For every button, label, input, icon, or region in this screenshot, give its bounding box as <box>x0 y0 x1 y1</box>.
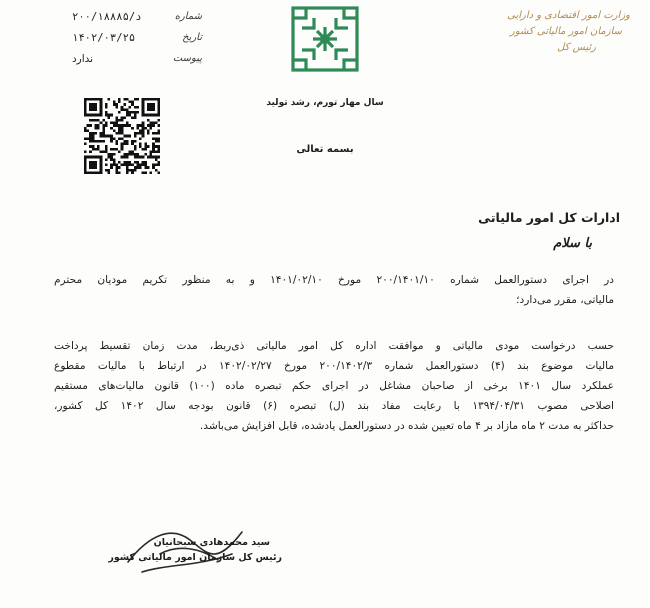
ministry-line-3: رئیس کل <box>557 42 596 53</box>
paragraph-2 <box>54 336 614 436</box>
ministry-line-1: وزارت امور اقتصادی و دارایی <box>507 10 630 21</box>
paragraph-2-line: حداکثر به مدت ۲ ماه مازاد بر ۴ ماه تعیین شده در دستورالعمل یادشده، قابل افزایش می‌باشد. <box>199 420 614 432</box>
signatory-title: رئیس کل سازمان امور مالیاتی کشور <box>108 552 282 563</box>
paragraph-1-line: در اجرای دستورالعمل شماره ۲۰۰/۱۴۰۱/۱۰ مورخ ۱۴۰۱/۰۲/۱۰ و به منظور تکریم مودیان محترم <box>54 274 614 286</box>
addressee: ادارات کل امور مالیاتی <box>478 210 620 225</box>
paragraph-1 <box>54 270 614 310</box>
date-label: تاریخ <box>182 32 202 43</box>
paragraph-1-line: مالیاتی، مقرر می‌دارد؛ <box>516 294 614 306</box>
paragraph-2-line: حسب درخواست مودی مالیاتی و موافقت اداره کل امور مالیاتی ذی‌ربط، مدت زمان تقسیط پرداخت <box>54 340 614 352</box>
paragraph-2-line: مالیات موضوع بند (۴) دستورالعمل شماره ۲۰۰/۱۴۰۲/۳ مورخ ۱۴۰۲/۰۲/۲۷ در ارتباط با مالیات مقطوع <box>54 360 614 372</box>
number-label: شماره <box>174 11 202 22</box>
ministry-header <box>480 8 630 56</box>
paragraph-2-line: عملکرد سال ۱۴۰۱ برخی از صاحبان مشاغل در اجرای حکم تبصره ماده (۱۰۰) قانون مالیات‌های مستقیم <box>54 380 614 392</box>
paragraph-2-line: اصلاحی مصوب ۱۳۹۴/۰۴/۳۱ با رعایت مفاد بند (ل) تبصره (۶) قانون بودجه سال ۱۴۰۲ کل کشور، <box>54 400 615 412</box>
attachment-label: پیوست <box>172 53 202 64</box>
tax-organization-logo-icon <box>288 4 362 74</box>
attachment-row <box>72 48 202 69</box>
signatory-name: سید محمدهادی سبحانیان <box>153 537 270 548</box>
number-value: د/۲۰۰/۱۸۸۸۵ <box>72 10 142 23</box>
greeting: با سلام <box>553 236 592 251</box>
date-row <box>72 27 202 48</box>
letter-meta <box>72 6 202 69</box>
date-value: ۱۴۰۲/۰۳/۲۵ <box>72 31 136 44</box>
ministry-line-2: سازمان امور مالیاتی کشور <box>510 26 622 37</box>
attachment-value: ندارد <box>72 52 94 65</box>
qr-code <box>84 96 160 176</box>
invocation-text: بسمه تعالی <box>296 144 354 155</box>
year-slogan: سال مهار تورم، رشد تولید <box>266 98 384 108</box>
number-row <box>72 6 202 27</box>
